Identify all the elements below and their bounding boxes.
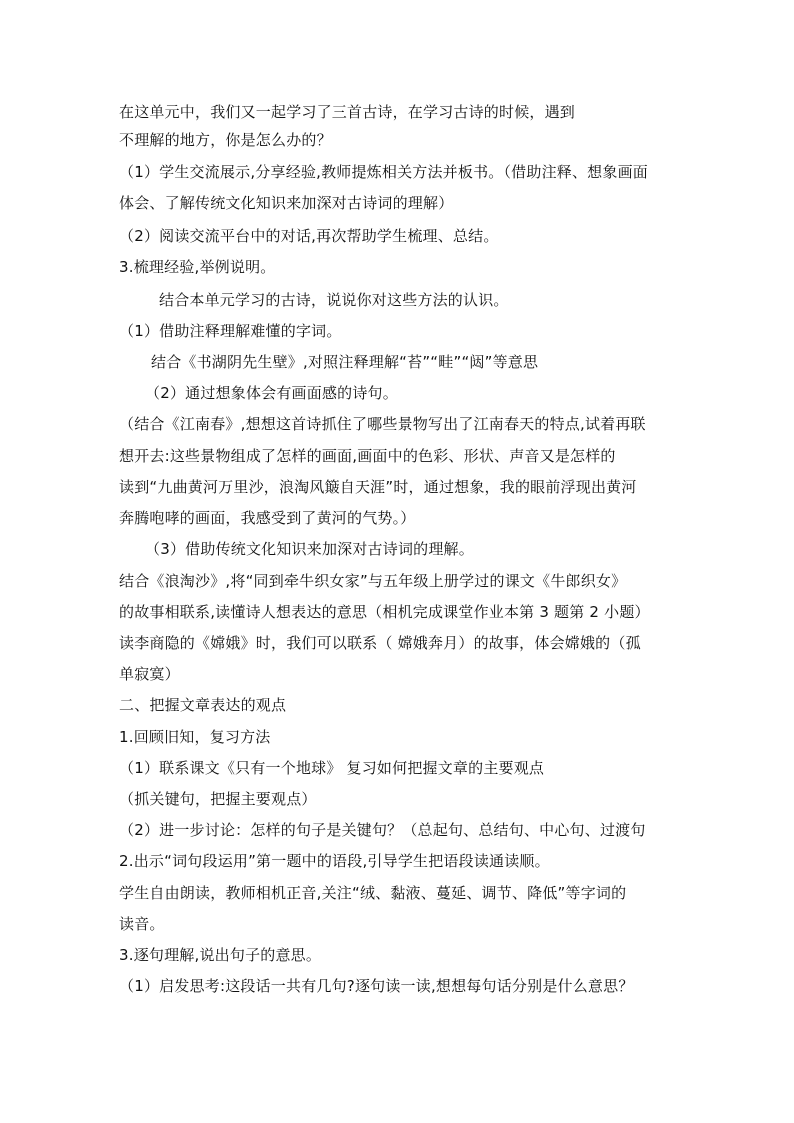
text-line: 读到“九曲黄河万里沙，浪淘风簸自天涯”时，通过想象，我的眼前浮现出黄河 [119, 478, 637, 496]
text-line: （1）启发思考:这段话一共有几句?逐句读一读,想想每句话分别是什么意思？ [119, 977, 634, 995]
text-line: （2）阅读交流平台中的对话,再次帮助学生梳理、总结。 [119, 227, 499, 245]
text-line: （1）学生交流展示,分享经验,教师提炼相关方法并板书。（借助注释、想象画面 [119, 163, 648, 181]
text-line: 想开去:这些景物组成了怎样的画面,画面中的色彩、形状、声音又是怎样的 [119, 447, 616, 465]
text-line: 结合《浪淘沙》,将“同到牵牛织女家”与五年级上册学过的课文《牛郎织女》 [119, 572, 627, 590]
text-line: （结合《江南春》,想想这首诗抓住了哪些景物写出了江南春天的特点,试着再联 [119, 415, 646, 433]
text-line: （2）通过想象体会有画面感的诗句。 [145, 384, 398, 402]
text-line: 结合本单元学习的古诗，说说你对这些方法的认识。 [159, 291, 509, 309]
text-line: 3.逐句理解,说出句子的意思。 [119, 946, 322, 964]
text-line: 奔腾咆哮的画面，我感受到了黄河的气势。） [119, 509, 416, 527]
text-line: 2.出示“词句段运用”第一题中的语段,引导学生把语段读通读顺。 [119, 852, 550, 870]
text-line: （1）借助注释理解难懂的字词。 [119, 322, 342, 340]
text-line: 的故事相联系,读懂诗人想表达的意思（相机完成课堂作业本第 3 题第 2 小题） [119, 603, 650, 621]
section-heading: 3.梳理经验,举例说明。 [119, 258, 276, 276]
text-line: 读音。 [119, 915, 165, 933]
text-line: 在这单元中，我们又一起学习了三首古诗，在学习古诗的时候，遇到 [119, 103, 576, 121]
text-line: 1.回顾旧知，复习方法 [119, 728, 271, 746]
text-line: 学生自由朗读，教师相机正音,关注“绒、黏液、蔓延、调节、降低”等字词的 [119, 884, 627, 902]
text-line: 体会、了解传统文化知识来加深对古诗词的理解） [119, 194, 454, 212]
text-line: （3）借助传统文化知识来加深对古诗词的理解。 [145, 540, 474, 558]
text-line: 单寂寞） [119, 665, 180, 683]
text-line: 读李商隐的《嫦娥》时，我们可以联系（ 嫦娥奔月）的故事，体会嫦娥的（孤 [119, 634, 641, 652]
section-heading: 二、把握文章表达的观点 [119, 696, 287, 714]
text-line: （抓关键句，把握主要观点） [119, 790, 317, 808]
text-line: （1）联系课文《只有一个地球》 复习如何把握文章的主要观点 [119, 759, 545, 777]
text-line: （2）进一步讨论：怎样的句子是关键句？（总起句、总结句、中心句、过渡句 [119, 821, 646, 839]
text-line: 不理解的地方，你是怎么办的？ [119, 131, 332, 149]
text-line: 结合《书湖阴先生壁》,对照注释理解“苔”“畦”“闼”等意思 [151, 353, 539, 371]
